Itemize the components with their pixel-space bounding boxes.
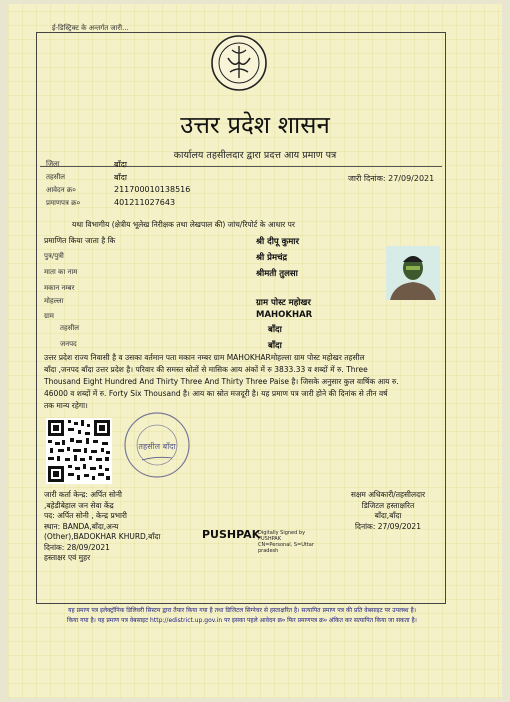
detail-label-locality: मोहल्ला (44, 297, 64, 305)
divider (40, 166, 442, 167)
dsig-line: CN=Personal, S=Uttar (258, 542, 314, 548)
issuing-centre-line: जारी कर्ता केन्द्र: अर्पित सोनी (44, 490, 122, 499)
issue-date: जारी दिनांक: 27/09/2021 (348, 174, 435, 183)
detail-value-name: श्री दीपू कुमार (256, 237, 299, 247)
detail-label-tehsil: तहसील (60, 324, 79, 332)
meta-value-tehsil: बाँदा (114, 173, 127, 182)
footer-note (42, 606, 442, 626)
detail-label-district: जनपद (60, 340, 77, 348)
income-paragraph-line-5: तक मान्य रहेगा। (44, 401, 88, 410)
page-title: उत्तर प्रदेश शासन (180, 111, 330, 139)
up-emblem-icon (210, 34, 268, 92)
issuing-centre-line: हस्ताक्षर एवं मुहर (44, 553, 91, 562)
meta-label-certificate-no: प्रमाणपत्र क्र० (46, 199, 81, 207)
authority-line: सक्षम अधिकारी/तहसीलदार (350, 490, 426, 499)
dsig-line: pradesh (258, 548, 279, 554)
applicant-photo (386, 246, 440, 300)
digital-signature-note (258, 530, 314, 554)
meta-label-tehsil: तहसील (46, 173, 65, 181)
issuing-centre-block (44, 490, 160, 564)
detail-value-mother: श्रीमती तुलसा (256, 269, 298, 279)
authority-date: दिनांक: 27/09/2021 (355, 521, 421, 531)
detail-value-locality: ग्राम पोस्ट महोखर (256, 298, 311, 308)
footer-line: यह प्रमाण पत्र इलेक्ट्रॉनिक डिलिवरी सिस्टम द्वारा तैयार किया गया है तथा डिजिटल सिग्नेचर से हस्ताक्षरित है। सत्यापित प्रमाण पत्र की प्रति वेबसाइट पर उपलब्ध है। (68, 607, 416, 614)
detail-label-house-no: मकान नम्बर (44, 284, 75, 292)
income-paragraph-line-2: बाँदा ,जनपद बाँदा उत्तर प्रदेश है। परिवार की समस्त स्रोतों से मासिक आय अंकों में रु 3833.33 व शब्दों में रु. Three (44, 365, 368, 374)
income-paragraph-line-4: 46000 व शब्दों में रु. Forty Six Thousand है। आय का स्रोत मजदूरी है। यह प्रमाण पत्र जारी होने की दिनांक से तीन वर्ष (44, 389, 388, 398)
meta-label-district: जिला (46, 160, 60, 168)
page-subtitle: कार्यालय तहसीलदार द्वारा प्रदत्त आय प्रमाण पत्र (173, 150, 337, 161)
footer-line: किया गया है। यह प्रमाण पत्र वेबसाइट http://edistrict.up.gov.in पर इसका पहले आवेदन क्र० फिर प्रमाणपत्र क्र० अंकित कर सत्यापित किया जा सकता है। (67, 617, 417, 624)
meta-label-application-no: आवेदन क्र० (46, 186, 76, 194)
detail-value-village: MAHOKHAR (256, 310, 313, 320)
issuing-centre-line: (Other),BADOKHAR KHURD,बाँदा (44, 532, 161, 541)
income-paragraph-line-1: उत्तर प्रदेश राज्य निवासी है व उसका वर्तमान पता मकान नम्बर ग्राम MAHOKHARमोहल्ला ग्राम पोस्ट महोखर तहसील (44, 353, 365, 362)
detail-value-tehsil: बाँदा (268, 325, 282, 335)
detail-value-district: बाँदा (268, 341, 282, 351)
office-stamp-icon (122, 410, 192, 480)
detail-label-mother: माता का नाम (44, 268, 78, 276)
dsig-line: PUSHPAK (258, 536, 282, 542)
income-paragraph-line-3: Thousand Eight Hundred And Thirty Three And Thirty Three Paise है। जिसके अनुसार कुल वार्षिक आय रु. (44, 377, 399, 386)
issuing-centre-line: पद: अर्पित सोनी , केन्द्र प्रभारी (44, 511, 127, 520)
meta-value-district: बाँदा (114, 160, 127, 169)
signer-name: PUSHPAK (202, 528, 261, 541)
detail-label-parent: पुत्र/पुत्री (44, 252, 64, 260)
intro-line-2: प्रमाणित किया जाता है कि (44, 236, 116, 245)
meta-value-certificate-no: 401211027643 (114, 198, 176, 207)
issuing-centre-line: ,बहेडीबेहाल जन सेवा केंद्र (44, 500, 114, 510)
meta-value-application-no: 211700010138516 (114, 185, 191, 194)
stamp-text: तहसील बाँदा (138, 442, 176, 451)
issuing-centre-date: दिनांक: 28/09/2021 (44, 542, 110, 552)
issued-note: ई-डिस्ट्रिक्ट के अन्तर्गत जारी... (52, 24, 129, 32)
dsig-line: Digitally Signed by (258, 530, 306, 536)
detail-label-village: ग्राम (44, 312, 54, 320)
authority-block (340, 490, 436, 532)
intro-line-1: यथा विभागीय (क्षेत्रीय भूलेख निरीक्षक तथा लेखपाल की) जांच/रिपोर्ट के आधार पर (72, 220, 295, 229)
authority-line: बाँदा,बाँदा (374, 511, 402, 520)
detail-value-parent: श्री प्रेमचंद्र (256, 253, 288, 263)
issuing-centre-line: स्थान: BANDA,बाँदा,अन्य (44, 521, 119, 531)
qr-code (46, 418, 112, 484)
authority-line: डिजिटल हस्ताक्षरित (361, 500, 415, 510)
